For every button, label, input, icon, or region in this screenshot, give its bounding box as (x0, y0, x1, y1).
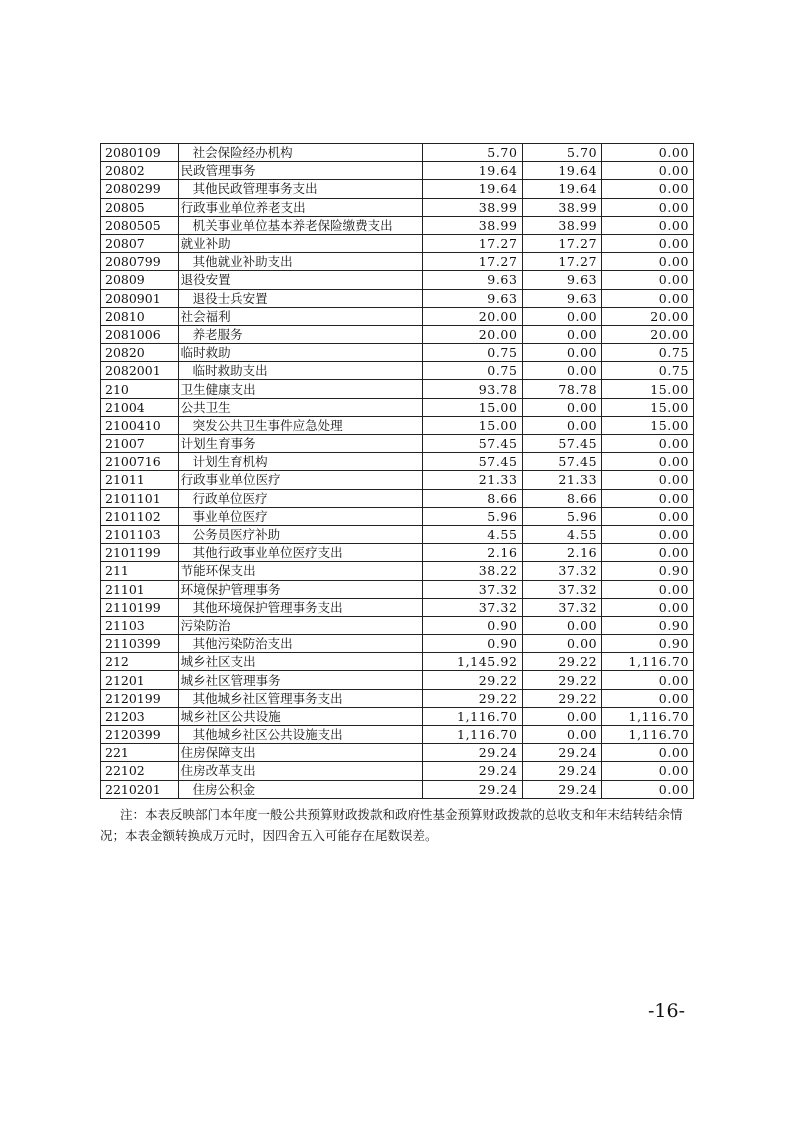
total-amount-cell: 17.27 (422, 234, 522, 252)
project-expenditure-cell: 1,116.70 (602, 707, 694, 725)
account-code-cell: 20802 (101, 162, 179, 180)
project-expenditure-cell: 0.00 (602, 580, 694, 598)
total-amount-cell: 29.22 (422, 671, 522, 689)
table-row (101, 616, 694, 634)
account-name-cell: 其他城乡社区管理事务支出 (178, 689, 422, 707)
table-row (101, 780, 694, 798)
project-expenditure-cell: 0.90 (602, 635, 694, 653)
account-name-cell: 临时救助 (178, 344, 422, 362)
project-expenditure-cell: 1,116.70 (602, 726, 694, 744)
table-row (101, 325, 694, 343)
account-code-cell: 2210201 (101, 780, 179, 798)
basic-expenditure-cell: 4.55 (522, 525, 602, 543)
account-name-cell: 污染防治 (178, 616, 422, 634)
project-expenditure-cell: 0.90 (602, 562, 694, 580)
account-name-cell: 养老服务 (178, 325, 422, 343)
total-amount-cell: 57.45 (422, 435, 522, 453)
total-amount-cell: 57.45 (422, 453, 522, 471)
account-code-cell: 20807 (101, 234, 179, 252)
basic-expenditure-cell: 29.22 (522, 671, 602, 689)
basic-expenditure-cell: 0.00 (522, 398, 602, 416)
total-amount-cell: 17.27 (422, 253, 522, 271)
account-name-cell: 行政事业单位养老支出 (178, 198, 422, 216)
table-row (101, 544, 694, 562)
project-expenditure-cell: 0.00 (602, 180, 694, 198)
project-expenditure-cell: 0.00 (602, 525, 694, 543)
account-name-cell: 退役安置 (178, 271, 422, 289)
basic-expenditure-cell: 0.00 (522, 707, 602, 725)
basic-expenditure-cell: 38.99 (522, 198, 602, 216)
account-name-cell: 公共卫生 (178, 398, 422, 416)
table-row (101, 580, 694, 598)
account-code-cell: 2080799 (101, 253, 179, 271)
table-row (101, 271, 694, 289)
table-row (101, 489, 694, 507)
table-row (101, 162, 694, 180)
project-expenditure-cell: 0.75 (602, 344, 694, 362)
account-code-cell: 2101199 (101, 544, 179, 562)
table-row (101, 762, 694, 780)
total-amount-cell: 93.78 (422, 380, 522, 398)
basic-expenditure-cell: 0.00 (522, 307, 602, 325)
account-name-cell: 卫生健康支出 (178, 380, 422, 398)
account-code-cell: 21103 (101, 616, 179, 634)
account-name-cell: 民政管理事务 (178, 162, 422, 180)
project-expenditure-cell: 15.00 (602, 416, 694, 434)
account-name-cell: 就业补助 (178, 234, 422, 252)
table-body (101, 144, 694, 799)
account-code-cell: 221 (101, 744, 179, 762)
basic-expenditure-cell: 19.64 (522, 180, 602, 198)
total-amount-cell: 0.75 (422, 362, 522, 380)
basic-expenditure-cell: 29.24 (522, 744, 602, 762)
page-number: -16- (648, 1000, 686, 1022)
project-expenditure-cell: 0.00 (602, 471, 694, 489)
account-name-cell: 节能环保支出 (178, 562, 422, 580)
account-name-cell: 社会福利 (178, 307, 422, 325)
basic-expenditure-cell: 0.00 (522, 344, 602, 362)
basic-expenditure-cell: 29.24 (522, 762, 602, 780)
account-code-cell: 2080109 (101, 144, 179, 162)
account-name-cell: 住房改革支出 (178, 762, 422, 780)
basic-expenditure-cell: 38.99 (522, 216, 602, 234)
project-expenditure-cell: 20.00 (602, 307, 694, 325)
basic-expenditure-cell: 57.45 (522, 435, 602, 453)
basic-expenditure-cell: 17.27 (522, 234, 602, 252)
table-row (101, 598, 694, 616)
basic-expenditure-cell: 37.32 (522, 580, 602, 598)
table-row (101, 453, 694, 471)
basic-expenditure-cell: 29.22 (522, 689, 602, 707)
account-code-cell: 21201 (101, 671, 179, 689)
table-row (101, 562, 694, 580)
account-code-cell: 2100410 (101, 416, 179, 434)
total-amount-cell: 9.63 (422, 271, 522, 289)
project-expenditure-cell: 0.00 (602, 144, 694, 162)
project-expenditure-cell: 15.00 (602, 380, 694, 398)
table-row (101, 435, 694, 453)
account-name-cell: 住房保障支出 (178, 744, 422, 762)
basic-expenditure-cell: 19.64 (522, 162, 602, 180)
account-code-cell: 2080505 (101, 216, 179, 234)
project-expenditure-cell: 0.00 (602, 489, 694, 507)
project-expenditure-cell: 0.00 (602, 453, 694, 471)
total-amount-cell: 1,145.92 (422, 653, 522, 671)
basic-expenditure-cell: 0.00 (522, 362, 602, 380)
account-name-cell: 其他行政事业单位医疗支出 (178, 544, 422, 562)
account-code-cell: 2081006 (101, 325, 179, 343)
account-code-cell: 2080299 (101, 180, 179, 198)
basic-expenditure-cell: 0.00 (522, 616, 602, 634)
table-row (101, 344, 694, 362)
table-row (101, 525, 694, 543)
account-name-cell: 其他环境保护管理事务支出 (178, 598, 422, 616)
basic-expenditure-cell: 29.24 (522, 780, 602, 798)
basic-expenditure-cell: 0.00 (522, 325, 602, 343)
total-amount-cell: 5.96 (422, 507, 522, 525)
total-amount-cell: 4.55 (422, 525, 522, 543)
total-amount-cell: 38.99 (422, 216, 522, 234)
account-code-cell: 2080901 (101, 289, 179, 307)
total-amount-cell: 1,116.70 (422, 707, 522, 725)
total-amount-cell: 2.16 (422, 544, 522, 562)
total-amount-cell: 37.32 (422, 580, 522, 598)
total-amount-cell: 37.32 (422, 598, 522, 616)
total-amount-cell: 8.66 (422, 489, 522, 507)
account-code-cell: 2120199 (101, 689, 179, 707)
account-name-cell: 其他就业补助支出 (178, 253, 422, 271)
account-code-cell: 20820 (101, 344, 179, 362)
table-row (101, 689, 694, 707)
account-name-cell: 住房公积金 (178, 780, 422, 798)
account-name-cell: 社会保险经办机构 (178, 144, 422, 162)
total-amount-cell: 29.22 (422, 689, 522, 707)
project-expenditure-cell: 15.00 (602, 398, 694, 416)
account-code-cell: 21004 (101, 398, 179, 416)
total-amount-cell: 19.64 (422, 180, 522, 198)
total-amount-cell: 19.64 (422, 162, 522, 180)
account-code-cell: 2101102 (101, 507, 179, 525)
project-expenditure-cell: 0.00 (602, 544, 694, 562)
basic-expenditure-cell: 78.78 (522, 380, 602, 398)
basic-expenditure-cell: 0.00 (522, 416, 602, 434)
table-row (101, 707, 694, 725)
account-name-cell: 城乡社区支出 (178, 653, 422, 671)
table-row (101, 253, 694, 271)
project-expenditure-cell: 0.00 (602, 671, 694, 689)
account-name-cell: 突发公共卫生事件应急处理 (178, 416, 422, 434)
table-row (101, 198, 694, 216)
account-code-cell: 21101 (101, 580, 179, 598)
basic-expenditure-cell: 0.00 (522, 726, 602, 744)
account-code-cell: 2110199 (101, 598, 179, 616)
total-amount-cell: 9.63 (422, 289, 522, 307)
account-name-cell: 城乡社区公共设施 (178, 707, 422, 725)
basic-expenditure-cell: 37.32 (522, 562, 602, 580)
project-expenditure-cell: 0.00 (602, 689, 694, 707)
expenditure-table (100, 143, 694, 799)
total-amount-cell: 15.00 (422, 416, 522, 434)
project-expenditure-cell: 0.00 (602, 435, 694, 453)
account-code-cell: 210 (101, 380, 179, 398)
project-expenditure-cell: 0.75 (602, 362, 694, 380)
account-code-cell: 2101101 (101, 489, 179, 507)
basic-expenditure-cell: 8.66 (522, 489, 602, 507)
project-expenditure-cell: 0.00 (602, 253, 694, 271)
basic-expenditure-cell: 5.96 (522, 507, 602, 525)
total-amount-cell: 29.24 (422, 780, 522, 798)
basic-expenditure-cell: 57.45 (522, 453, 602, 471)
account-code-cell: 21203 (101, 707, 179, 725)
total-amount-cell: 38.22 (422, 562, 522, 580)
table-row (101, 398, 694, 416)
basic-expenditure-cell: 17.27 (522, 253, 602, 271)
table-row (101, 307, 694, 325)
project-expenditure-cell: 0.00 (602, 162, 694, 180)
table-row (101, 362, 694, 380)
total-amount-cell: 20.00 (422, 325, 522, 343)
account-name-cell: 临时救助支出 (178, 362, 422, 380)
total-amount-cell: 21.33 (422, 471, 522, 489)
project-expenditure-cell: 20.00 (602, 325, 694, 343)
project-expenditure-cell: 0.00 (602, 507, 694, 525)
project-expenditure-cell: 0.00 (602, 744, 694, 762)
table-row (101, 671, 694, 689)
basic-expenditure-cell: 21.33 (522, 471, 602, 489)
total-amount-cell: 0.90 (422, 635, 522, 653)
account-code-cell: 211 (101, 562, 179, 580)
table-row (101, 416, 694, 434)
total-amount-cell: 15.00 (422, 398, 522, 416)
project-expenditure-cell: 1,116.70 (602, 653, 694, 671)
basic-expenditure-cell: 9.63 (522, 289, 602, 307)
project-expenditure-cell: 0.00 (602, 780, 694, 798)
account-code-cell: 20810 (101, 307, 179, 325)
total-amount-cell: 0.75 (422, 344, 522, 362)
table-row (101, 744, 694, 762)
project-expenditure-cell: 0.90 (602, 616, 694, 634)
project-expenditure-cell: 0.00 (602, 198, 694, 216)
table-row (101, 507, 694, 525)
account-code-cell: 2120399 (101, 726, 179, 744)
account-name-cell: 退役士兵安置 (178, 289, 422, 307)
total-amount-cell: 38.99 (422, 198, 522, 216)
account-code-cell: 2100716 (101, 453, 179, 471)
table-row (101, 635, 694, 653)
basic-expenditure-cell: 2.16 (522, 544, 602, 562)
total-amount-cell: 20.00 (422, 307, 522, 325)
total-amount-cell: 29.24 (422, 762, 522, 780)
account-code-cell: 20805 (101, 198, 179, 216)
account-name-cell: 其他城乡社区公共设施支出 (178, 726, 422, 744)
table-row (101, 289, 694, 307)
account-code-cell: 2082001 (101, 362, 179, 380)
account-name-cell: 公务员医疗补助 (178, 525, 422, 543)
total-amount-cell: 0.90 (422, 616, 522, 634)
account-name-cell: 机关事业单位基本养老保险缴费支出 (178, 216, 422, 234)
account-name-cell: 其他污染防治支出 (178, 635, 422, 653)
project-expenditure-cell: 0.00 (602, 598, 694, 616)
account-code-cell: 212 (101, 653, 179, 671)
account-code-cell: 21007 (101, 435, 179, 453)
table-row (101, 380, 694, 398)
project-expenditure-cell: 0.00 (602, 271, 694, 289)
total-amount-cell: 29.24 (422, 744, 522, 762)
basic-expenditure-cell: 29.22 (522, 653, 602, 671)
account-name-cell: 计划生育机构 (178, 453, 422, 471)
account-name-cell: 行政单位医疗 (178, 489, 422, 507)
account-name-cell: 计划生育事务 (178, 435, 422, 453)
account-code-cell: 21011 (101, 471, 179, 489)
basic-expenditure-cell: 37.32 (522, 598, 602, 616)
table-row (101, 471, 694, 489)
basic-expenditure-cell: 9.63 (522, 271, 602, 289)
account-name-cell: 环境保护管理事务 (178, 580, 422, 598)
account-name-cell: 行政事业单位医疗 (178, 471, 422, 489)
total-amount-cell: 1,116.70 (422, 726, 522, 744)
basic-expenditure-cell: 5.70 (522, 144, 602, 162)
table-row (101, 653, 694, 671)
account-name-cell: 事业单位医疗 (178, 507, 422, 525)
table-row (101, 234, 694, 252)
account-name-cell: 其他民政管理事务支出 (178, 180, 422, 198)
account-code-cell: 22102 (101, 762, 179, 780)
table-row (101, 144, 694, 162)
project-expenditure-cell: 0.00 (602, 289, 694, 307)
account-name-cell: 城乡社区管理事务 (178, 671, 422, 689)
project-expenditure-cell: 0.00 (602, 234, 694, 252)
table-row (101, 180, 694, 198)
account-code-cell: 20809 (101, 271, 179, 289)
table-note: 注：本表反映部门本年度一般公共预算财政拨款和政府性基金预算财政拨款的总收支和年末结转结余情况；本表金额转换成万元时，因四舍五入可能存在尾数误差。 (100, 807, 683, 843)
total-amount-cell: 5.70 (422, 144, 522, 162)
table-row (101, 216, 694, 234)
basic-expenditure-cell: 0.00 (522, 635, 602, 653)
account-code-cell: 2101103 (101, 525, 179, 543)
project-expenditure-cell: 0.00 (602, 216, 694, 234)
project-expenditure-cell: 0.00 (602, 762, 694, 780)
table-row (101, 726, 694, 744)
account-code-cell: 2110399 (101, 635, 179, 653)
